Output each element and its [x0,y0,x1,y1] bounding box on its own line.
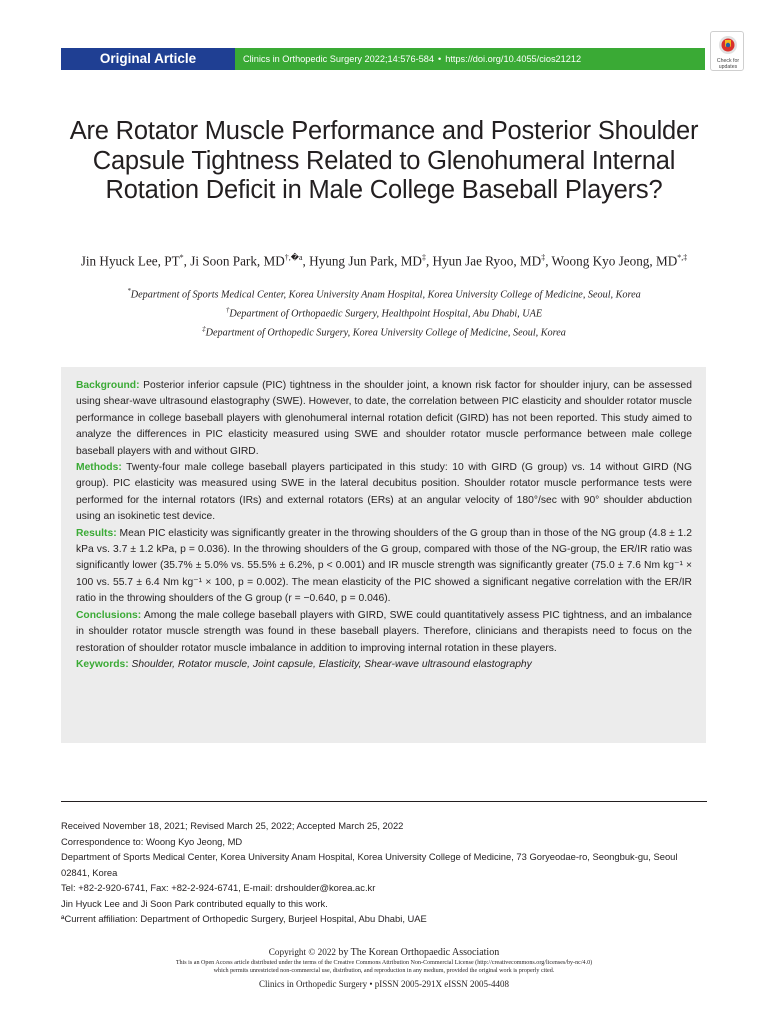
author-name: Ji Soon Park, MD [190,253,285,269]
footnotes [61,818,707,927]
abstract [76,378,692,673]
footnote-divider [61,801,707,802]
copyright-line: Copyright © 2022 by The Korean Orthopaedic Association [268,947,500,958]
author-name: Jin Hyuck Lee, PT [80,253,180,269]
conclusions-heading: Conclusions: [76,609,142,621]
license-line-1: This is an Open Access article distributed under the terms of the Creative Commons Attribution Non-Commercial License (http://creativecommons.org/licenses/by-nc/4.0) [175,960,593,966]
crossmark-icon [718,35,738,57]
equal-contribution-note: Jin Hyuck Lee and Ji Soon Park contributed equally to this work. [61,897,328,909]
article-header-bar [61,48,705,70]
methods-heading: Methods: [76,462,122,474]
author-name: Hyung Jun Park, MD [309,253,422,269]
doi-link[interactable]: https://doi.org/10.4055/cios21212 [445,54,582,64]
author-affiliation-mark: ‡ [421,253,426,262]
results-heading: Results: [76,527,117,539]
received-dates: Received November 18, 2021; Revised March 25, 2022; Accepted March 25, 2022 [61,820,404,831]
check-for-updates-badge[interactable] [710,31,744,71]
author-affiliation-mark: * [179,253,184,262]
affiliation-list [40,284,728,341]
author-name: Hyun Jae Ryoo, MD [432,253,542,269]
affiliation-item: ‡Department of Orthopedic Surgery, Korea University College of Medicine, Seoul, Korea [202,324,566,339]
affiliation-item: *Department of Sports Medical Center, Korea University Anam Hospital, Korea University College of Medicine, Seoul, Korea [127,287,641,301]
author-affiliation-mark: ‡ [541,253,546,262]
current-affiliation-note: ªCurrent affiliation: Department of Orthopedic Surgery, Burjeel Hospital, Abu Dhabi, UAE [61,913,427,924]
article-title: Are Rotator Muscle Performance and Posterior Shoulder Capsule Tightness Related to Glenohumeral Internal Rotation Deficit in Male College Baseball Players? [69,117,699,204]
abstract-keywords: Keywords: Shoulder, Rotator muscle, Joint capsule, Elasticity, Shear-wave ultrasound elastography [76,658,532,670]
abstract-conclusions: Conclusions: Among the male college baseball players with GIRD, SWE could quantitatively assess PIC tightness, and an imbalance in shoulder rotator muscle strength was found in these baseball players. Therefore, clinicians and therapists need to focus on the restoration of shoulder rotator muscle imbalance in addition to improving internal rotation in these players. [76,609,692,654]
author-name: Woong Kyo Jeong, MD [551,253,678,269]
keywords-heading: Keywords: [76,658,129,670]
background-heading: Background: [76,380,140,391]
abstract-methods: Methods: Twenty-four male college baseball players participated in this study: 10 with GIRD (G group) vs. 14 without GIRD (NG group). PIC elasticity was measured using SWE in the lateral decubitus position. Shoulder rotator muscle performance tests were performed for the internal rotators (IRs) and external rotators (ERs) at an angular velocity of 180°/sec with 90° shoulder abduction using an isokinetic test device. [76,462,692,523]
author-affiliation-mark: †,�a [284,253,303,262]
author-list: Jin Hyuck Lee, PT*, Ji Soon Park, $MD^{\dagger,�a}$, Hyung Jun Park, MD‡, Hyun Jae Ryoo, MD‡, Woong Kyo Jeong, MD*,‡ [80,253,688,269]
journal-citation-strip [235,48,705,70]
license-line-2: which permits unrestricted non-commercial use, distribution, and reproduction in any medium, provided the original work is properly cited. [213,968,555,974]
issn-line: Clinics in Orthopedic Surgery • pISSN 2005-291X eISSN 2005-4408 [259,979,509,989]
journal-reference: Clinics in Orthopedic Surgery 2022;14:576-584 [243,54,435,64]
author-affiliation-mark: *,‡ [677,253,688,262]
correspondence: Correspondence to: Woong Kyo Jeong, MD [61,835,243,847]
abstract-results: Results: Mean PIC elasticity was significantly greater in the throwing shoulders of the G group than in those of the NG group (4.8 ± 1.2 kPa vs. 3.7 ± 1.2 kPa, p = 0.036). In the throwing shoulders of the G group, compared with those of the NG-group, the ER/IR ratio was significantly lower (35.7% ± 5.0% vs. 55.5% ± 6.2%, p < 0.001) and IR muscle strength was significantly greater (75.0 ± 7.6 Nm kg⁻¹ × 100 vs. 55.7 ± 6.4 Nm kg⁻¹ × 100, p = 0.002). The mean elasticity of the PIC showed a significant negative correlation with the ER/IR ratio in the throwing shoulders of the G group (r = −0.640, p = 0.046). [76,527,692,605]
copyright-block [61,946,707,991]
article-type-tag: Original Article [61,48,235,70]
header-bullet: • [438,54,442,64]
badge-label: Check for updates [716,58,740,70]
contact-details: Tel: +82-2-920-6741, Fax: +82-2-924-6741, E-mail: drshoulder@korea.ac.kr [61,882,376,893]
correspondence-address: Department of Sports Medical Center, Korea University Anam Hospital, Korea University College of Medicine, 73 Goryeodae-ro, Seongbuk-gu, Seoul 02841, Korea [61,851,678,878]
abstract-background: Background: Posterior inferior capsule (PIC) tightness in the shoulder joint, a known risk factor for shoulder injury, can be assessed using shear-wave ultrasound elastography (SWE). However, to date, the correlation between PIC elasticity and shoulder rotator muscle performance in college baseball players with glenohumeral internal rotation deficit (GIRD) has not been reported. This study aimed to analyze the differences in PIC elasticity measured using SWE and shoulder rotator muscle performance between male college baseball players with and without GIRD. [76,380,692,457]
affiliation-item: †Department of Orthopaedic Surgery, Healthpoint Hospital, Abu Dhabi, UAE [225,305,543,320]
